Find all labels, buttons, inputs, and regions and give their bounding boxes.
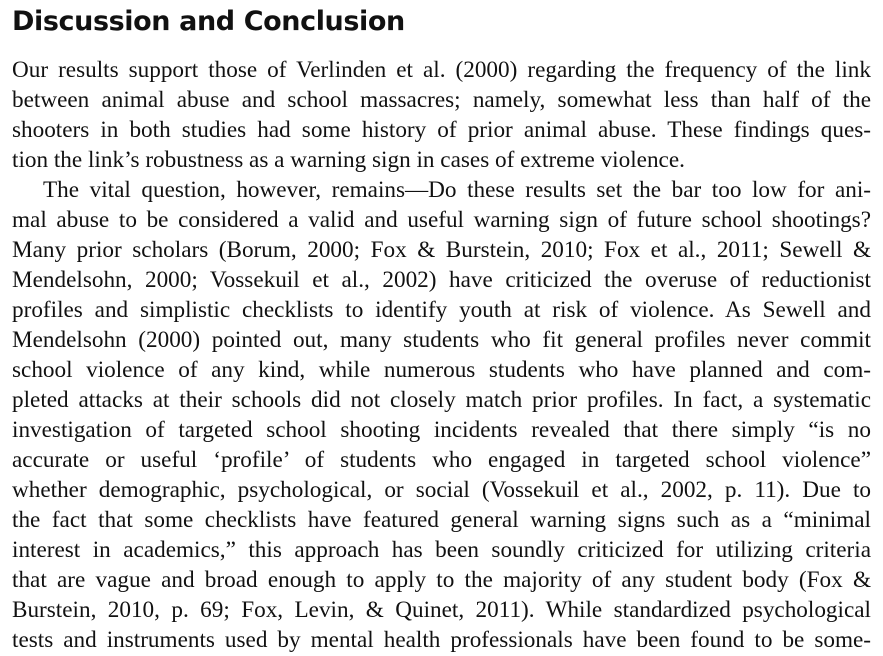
text-line: Many prior scholars (Borum, 2000; Fox & Burstein, 2010; Fox et al., 2011; Sewell & <box>12 237 871 263</box>
text-line: Our results support those of Verlinden et al. (2000) regarding the frequency of the link <box>12 57 871 83</box>
paragraph-2 <box>12 175 871 655</box>
text-line: Mendelsohn, 2000; Vossekuil et al., 2002) have criticized the overuse of reductionist <box>12 267 871 293</box>
text-line: The vital question, however, remains—Do these results set the bar too low for ani- <box>43 177 871 203</box>
text-line: Mendelsohn (2000) pointed out, many students who fit general profiles never commit <box>12 327 871 353</box>
text-line: accurate or useful ‘profile’ of students who engaged in targeted school violence” <box>12 447 871 473</box>
paragraph-1 <box>12 55 871 175</box>
document-page <box>12 0 871 655</box>
text-line: investigation of targeted school shooting incidents revealed that there simply “is no <box>12 417 871 443</box>
text-line: the fact that some checklists have featured general warning signs such as a “minimal <box>12 507 871 533</box>
text-line: school violence of any kind, while numerous students who have planned and com- <box>12 357 871 383</box>
text-line: whether demographic, psychological, or social (Vossekuil et al., 2002, p. 11). Due to <box>12 477 871 503</box>
text-line: tion the link’s robustness as a warning sign in cases of extreme violence. <box>12 147 685 173</box>
text-line: that are vague and broad enough to apply to the majority of any student body (Fox & <box>12 567 871 593</box>
text-line: tests and instruments used by mental health professionals have been found to be some- <box>12 627 871 653</box>
section-heading: Discussion and Conclusion <box>12 6 405 37</box>
text-line: mal abuse to be considered a valid and useful warning sign of future school shootings? <box>12 207 871 233</box>
text-line: pleted attacks at their schools did not closely match prior profiles. In fact, a systematic <box>12 387 871 413</box>
text-line: shooters in both studies had some history of prior animal abuse. These findings ques- <box>12 117 871 143</box>
text-line: Burstein, 2010, p. 69; Fox, Levin, & Quinet, 2011). While standardized psychological <box>12 597 871 623</box>
text-line: interest in academics,” this approach has been soundly criticized for utilizing criteria <box>12 537 871 563</box>
text-line: between animal abuse and school massacres; namely, somewhat less than half of the <box>12 87 871 113</box>
section-body <box>12 55 871 655</box>
text-line: profiles and simplistic checklists to identify youth at risk of violence. As Sewell and <box>12 297 871 323</box>
